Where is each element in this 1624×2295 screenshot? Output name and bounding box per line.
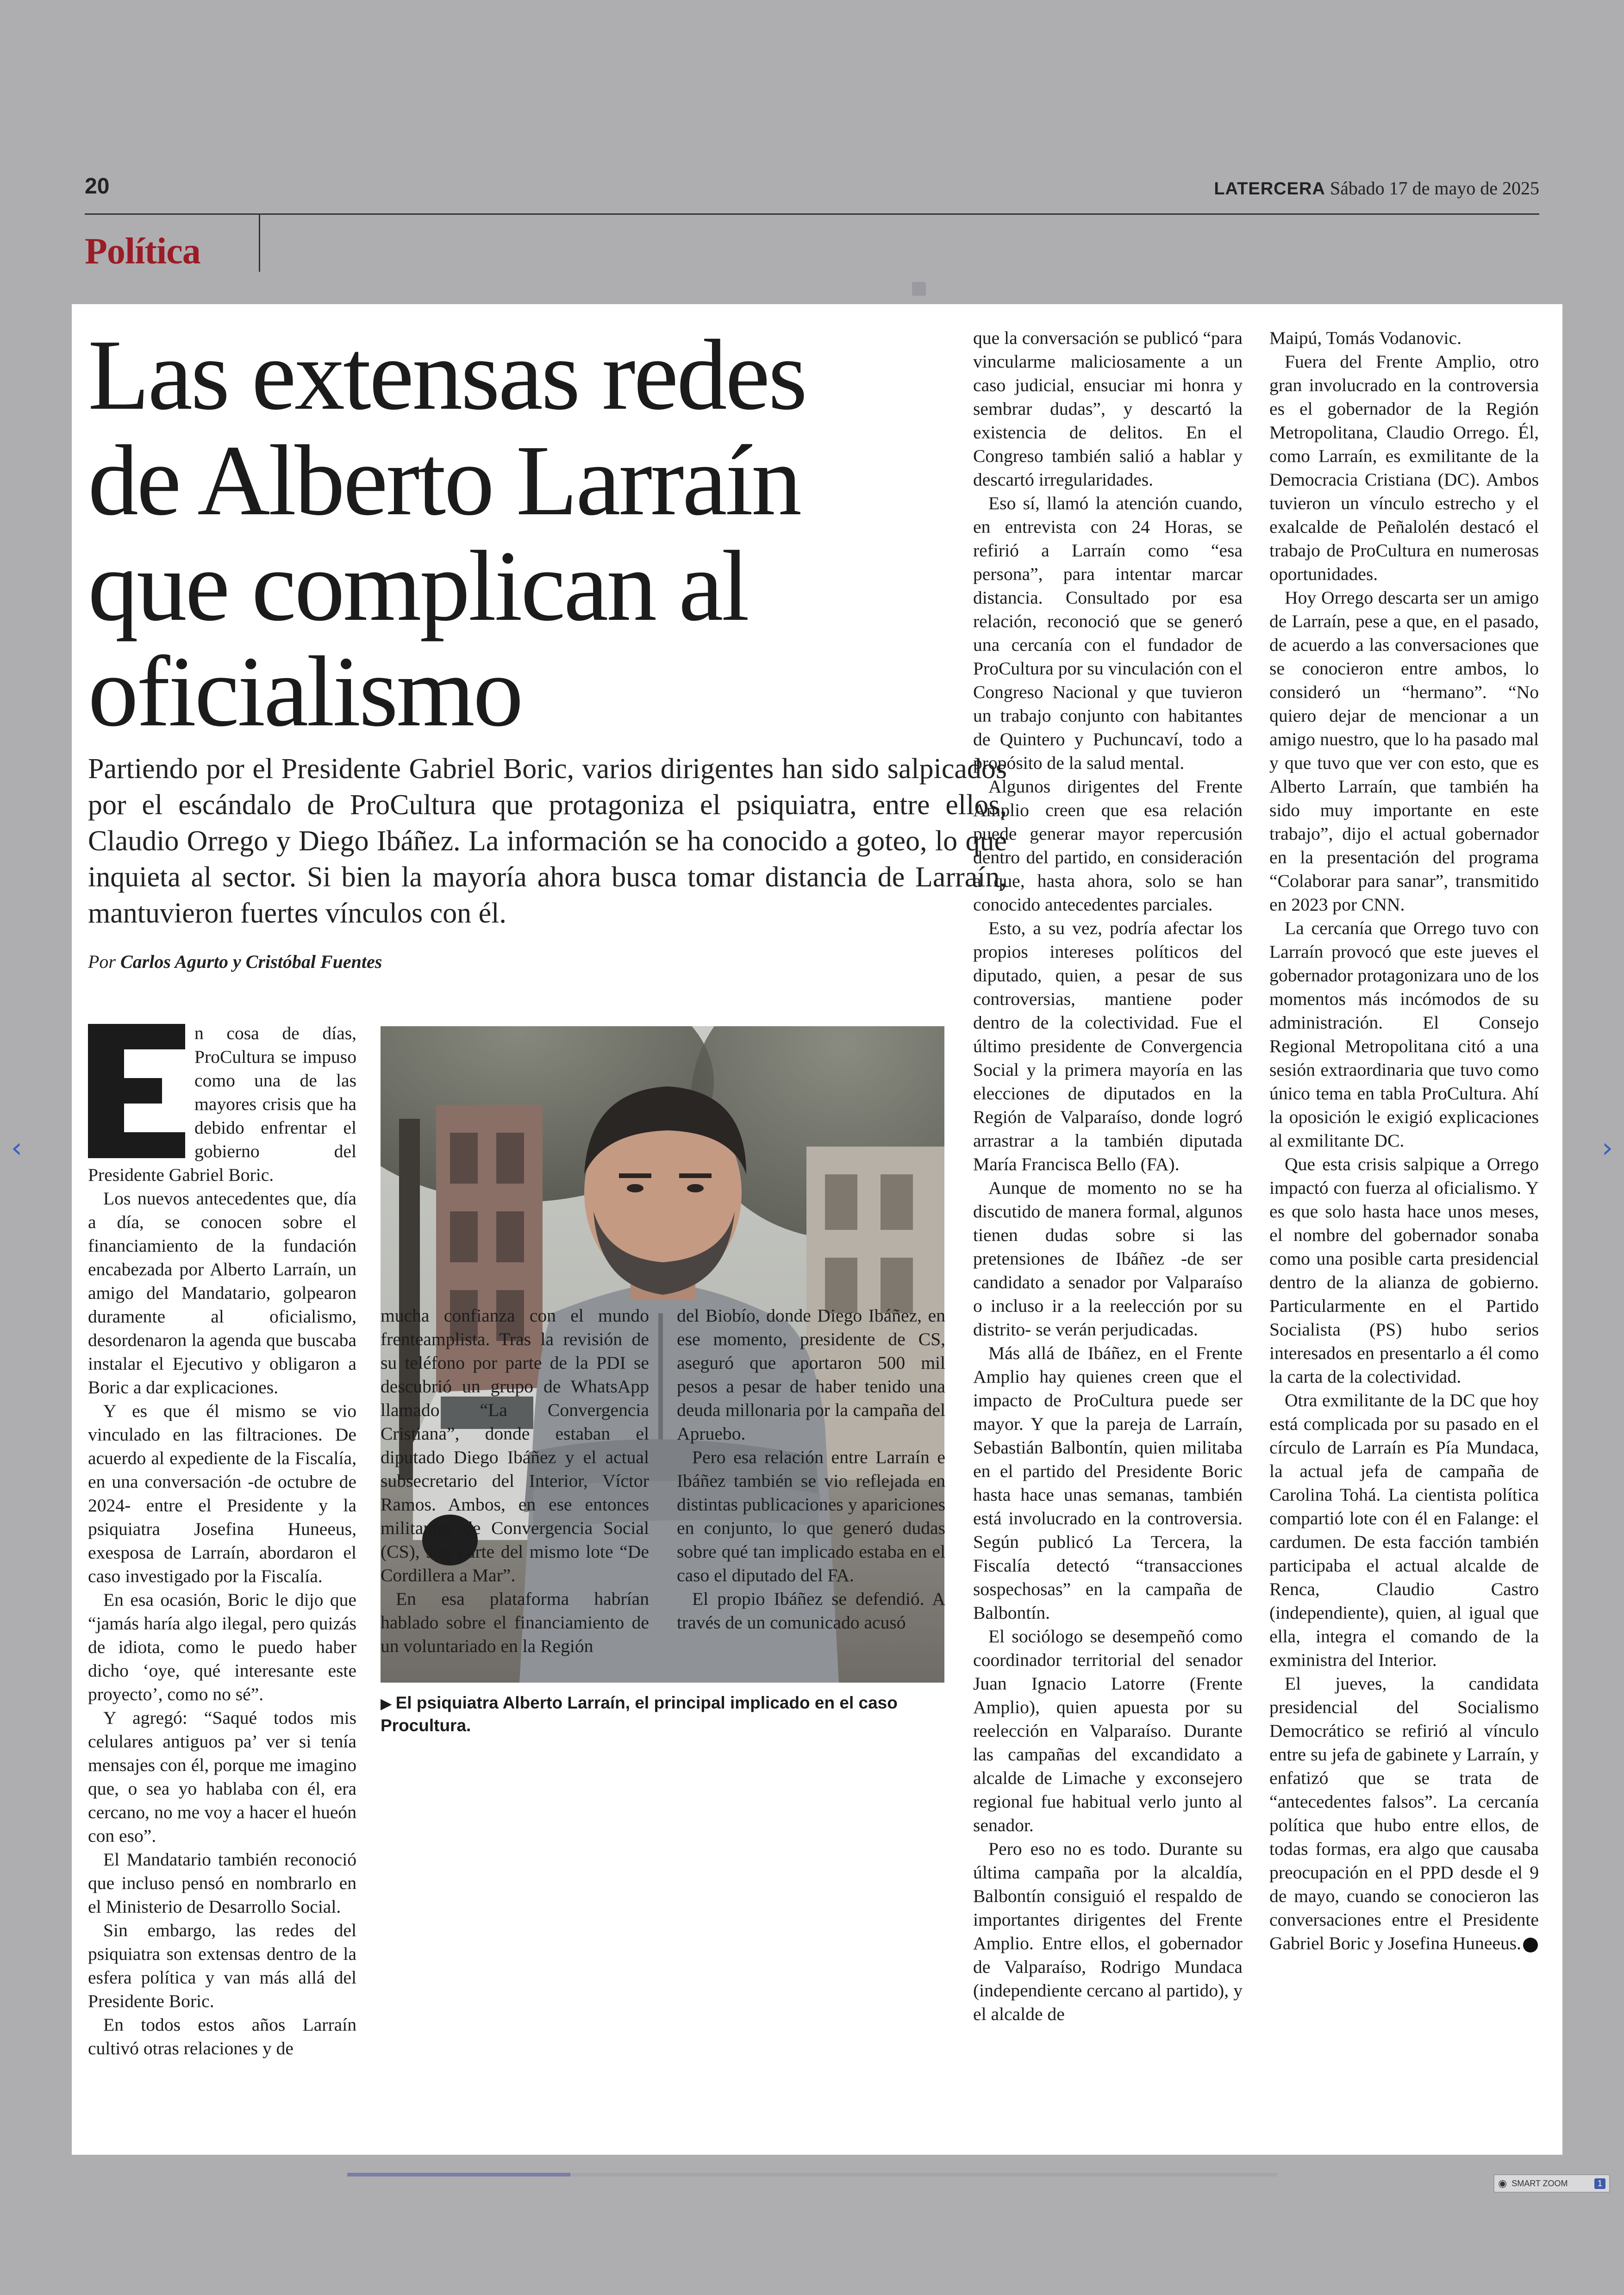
paragraph: Maipú, Tomás Vodanovic. xyxy=(1269,328,1462,348)
paragraph: n cosa de días, ProCultura se impuso como una de las mayores crisis que ha debido enfrentar el gobierno del Presidente Gabriel Boric. xyxy=(88,1023,356,1185)
article-sheet xyxy=(72,304,1562,2155)
paragraph: Que esta crisis salpique a Orrego impactó con fuerza al oficialismo. Y es que solo hasta hace unos meses, el nombre del gobernador sonaba como una posible carta presidencial dentro de la alianza de gobierno. Particularmente en el Partido Socialista (PS) hubo serios interesados en presentarlo a él como la carta de la colectividad. xyxy=(1269,1154,1539,1387)
paragraph: Aunque de momento no se ha discutido de manera formal, algunos tienen dudas sobre si las pretensiones de Ibáñez -de ser candidato a senador por Valparaíso o incluso ir a la reelección por su distrito- se verán perjudicadas. xyxy=(973,1178,1243,1340)
paragraph: Más allá de Ibáñez, en el Frente Amplio hay quienes creen que el impacto de ProCultura puede ser mayor. Y que la pareja de Larraín, Sebastián Balbontín, quien militaba en el partido del Presidente Boric hasta hace unas semanas, también está involucrado en la controversia. Según publicó La Tercera, la Fiscalía detectó “transacciones sospechosas” en la campaña de Balbontín. xyxy=(973,1343,1243,1623)
paragraph xyxy=(1269,1672,1539,1955)
caption-text: El psiquiatra Alberto Larraín, el principal implicado en el caso Procultura. xyxy=(381,1693,898,1735)
page-number: 20 xyxy=(85,174,110,199)
smart-zoom-button[interactable] xyxy=(1493,2174,1610,2193)
section-title: Política xyxy=(85,231,200,272)
newspaper-brand: LATERCERA xyxy=(1214,179,1325,199)
masthead-rule xyxy=(85,213,1539,215)
paragraph: que la conversación se publicó “para vincularme maliciosamente a un caso judicial, ensuciar mi honra y sembrar dudas”, y descartó la existencia de delitos. En el Congreso también salió a hablar y descartó irregularidades. xyxy=(973,328,1243,490)
headline-line: que complican al xyxy=(88,530,748,642)
smart-zoom-badge: 1 xyxy=(1594,2178,1605,2189)
paragraph-text: El jueves, la candidata presidencial del Socialismo Democrático se refirió al vínculo entre su jefa de gabinete y Larraín, y enfatizó que se trata de “antecedentes falsos”. La cercanía política que hubo entre ellos, de todas formas, era algo que causaba preocupación en el PPD desde el 9 de mayo, cuando se conocieron las conversaciones entre el Presidente Gabriel Boric y Josefina Huneeus. xyxy=(1269,1673,1539,1953)
paragraph: La cercanía que Orrego tuvo con Larraín provocó que este jueves el gobernador protagonizara uno de los momentos más incómodos de su administración. El Consejo Regional Metropolitana citó a una sesión extraordinaria que tuvo como único tema en tabla ProCultura. Ahí la oposición le exigió explicaciones al exmilitante DC. xyxy=(1269,918,1539,1151)
paragraph: mucha confianza con el mundo frenteamplista. Tras la revisión de su teléfono por parte de la PDI se descubrió un grupo de WhatsApp llamado “La Convergencia Cristiana”, donde estaban el diputado Diego Ibáñez y el actual subsecretario del Interior, Víctor Ramos. Ambos, en ese entonces militantes de Convergencia Social (CS), son parte del mismo lote “De Cordillera a Mar”. xyxy=(381,1305,649,1585)
headline xyxy=(88,319,1005,748)
standfirst: Partiendo por el Presidente Gabriel Boric, varios dirigentes han sido salpicados por el escándalo de ProCultura que protagoniza el psiquiatra, entre ellos, Claudio Orrego y Diego Ibáñez. La información se ha conocido a goteo, lo que inquieta al sector. Si bien la mayoría ahora busca tomar distancia de Larraín, mantuvieron fuertes vínculos con él. xyxy=(88,753,1007,929)
paragraph: Otra exmilitante de la DC que hoy está complicada por su pasado en el círculo de Larraín es Pía Mundaca, la actual jefa de campaña de Carolina Tohá. La cientista política compartió lote con él en Falange: el cardumen. De esta facción también participaba el actual alcalde de Renca, Claudio Castro (independiente), quien, al igual que ella, integra el comando de la exministra del Interior. xyxy=(1269,1390,1539,1670)
page-marker-icon[interactable] xyxy=(912,282,926,296)
headline-line: oficialismo xyxy=(88,636,522,748)
paragraph: Los nuevos antecedentes que, día a día, se conocen sobre el financiamiento de la fundación encabezada por Alberto Larraín, un amigo del Mandatario, golpearon duramente al oficialismo, desordenaron la agenda que buscaba instalar el Ejecutivo y obligaron a Boric a dar explicaciones. xyxy=(88,1188,356,1397)
paragraph: El propio Ibáñez se defendió. A través de un comunicado acusó xyxy=(677,1589,945,1633)
paragraph: Pero eso no es todo. Durante su última campaña por la alcaldía, Balbontín consiguió el respaldo de importantes dirigentes del Frente Amplio. Entre ellos, el gobernador de Valparaíso, Rodrigo Mundaca (independiente cercano al partido), y el alcalde de xyxy=(973,1839,1243,2024)
smart-zoom-label: SMART ZOOM xyxy=(1512,2178,1568,2188)
eye-icon: ◉ xyxy=(1498,2177,1507,2189)
paragraph: Y agregó: “Saqué todos mis celulares antiguos pa’ ver si tenía mensajes con él, porque me imagino que, o sea yo hablaba con él, era cercano, no me voy a hacer el hueón con eso”. xyxy=(88,1708,356,1846)
dropcap xyxy=(88,1024,185,1158)
article-column-4 xyxy=(973,326,1243,2026)
paragraph: En todos estos años Larraín cultivó otras relaciones y de xyxy=(88,2014,356,2058)
headline-line: de Alberto Larraín xyxy=(88,425,800,536)
paragraph: del Biobío, donde Diego Ibáñez, en ese momento, presidente de CS, aseguró que aportaron 500 mil pesos a pesar de haber tenido una deuda millonaria por la campaña del Apruebo. xyxy=(677,1305,945,1444)
paragraph: Fuera del Frente Amplio, otro gran involucrado en la controversia es el gobernador de la Región Metropolitana, Claudio Orrego. Él, como Larraín, es exmilitante de la Democracia Cristiana (DC). Ambos tuvieron un vínculo estrecho y el exalcalde de Peñalolén destacó el trabajo de ProCultura en numerosas oportunidades. xyxy=(1269,351,1539,584)
paragraph: Esto, a su vez, podría afectar los propios intereses políticos del diputado, quien, a pesar de sus controversias, mantiene poder dentro de la colectividad. Fue el último presidente de Convergencia Social y la primera mayoría en las elecciones de diputados en la Región de Valparaíso, donde logró arrastrar a la también diputada María Francisca Bello (FA). xyxy=(973,918,1243,1174)
article-column-5 xyxy=(1269,326,1539,1955)
paragraph: En esa ocasión, Boric le dijo que “jamás haría algo ilegal, pero quizás de idiota, como le puedo haber dicho ‘oye, qué interesante este proyecto’, como no sé”. xyxy=(88,1590,356,1704)
byline xyxy=(88,951,382,973)
masthead xyxy=(1214,177,1539,199)
paragraph: Pero esa relación entre Larraín e Ibáñez también se vio reflejada en distintas publicaciones y apariciones en conjunto, lo que generó dudas sobre qué tan implicado estaba en el caso el diputado del FA. xyxy=(677,1447,945,1585)
paragraph: Hoy Orrego descarta ser un amigo de Larraín, pese a que, en el pasado, de acuerdo a las conversaciones que se conocieron entre ambos, lo consideró un “hermano”. “No quiero dejar de mencionar a un amigo nuestro, que lo ha pasado mal y que tuvo que ver con esto, que es Alberto Larraín, que también ha sido muy importante en este trabajo”, dijo el actual gobernador en la presentación del programa “Colaborar para sanar”, transmitido en 2023 por CNN. xyxy=(1269,587,1539,915)
issue-date: Sábado 17 de mayo de 2025 xyxy=(1330,178,1539,199)
article-column-1 xyxy=(88,1022,356,2060)
paragraph: Algunos dirigentes del Frente Amplio creen que esa relación puede generar mayor repercusión dentro del partido, en consideración a que, hasta ahora, solo se han conocido antecedentes parciales. xyxy=(973,776,1243,915)
dropcap-shape xyxy=(88,1024,185,1158)
reading-progress-bar[interactable] xyxy=(347,2173,1277,2177)
previous-page-button[interactable]: ‹ xyxy=(11,1132,22,1164)
headline-line: Las extensas redes xyxy=(88,319,806,431)
paragraph: En esa plataforma habrían hablado sobre el financiamiento de un voluntariado en la Región xyxy=(381,1589,649,1656)
paragraph: Sin embargo, las redes del psiquiatra son extensas dentro de la esfera política y van más allá del Presidente Boric. xyxy=(88,1920,356,2011)
paragraph: Y es que él mismo se vio vinculado en las filtraciones. De acuerdo al expediente de la Fiscalía, en una conversación -de octubre de 2024- entre el Presidente y la psiquiatra Josefina Huneeus, exesposa de Larraín, abordaron el caso investigado por la Fiscalía. xyxy=(88,1401,356,1586)
byline-authors: Carlos Agurto y Cristóbal Fuentes xyxy=(120,951,382,972)
article-column-2 xyxy=(381,1304,649,1658)
article-column-3 xyxy=(677,1304,945,1634)
next-page-button[interactable]: › xyxy=(1602,1132,1613,1164)
paragraph: Eso sí, llamó la atención cuando, en entrevista con 24 Horas, se refirió a Larraín como “esa persona”, para intentar marcar distancia. Consultado por esa relación, reconoció que se generó una cercanía con el fundador de ProCultura por su vinculación con el Congreso Nacional y que tuvieron un trabajo conjunto con habitantes de Quintero y Puchuncaví, todo a propósito de la salud mental. xyxy=(973,493,1243,773)
paragraph: El sociólogo se desempeñó como coordinador territorial del senador Juan Ignacio Latorre (Frente Amplio), quien apuesta por su reelección en Valparaíso. Durante las campañas del excandidato a alcalde de Limache y exconsejero regional fue habitual verlo junto al senador. xyxy=(973,1626,1243,1835)
end-of-article-icon xyxy=(1523,1938,1538,1952)
byline-prefix: Por xyxy=(88,951,116,972)
reading-progress-fill xyxy=(347,2173,570,2177)
caption-marker-icon: ▶ xyxy=(381,1695,392,1712)
photo-caption xyxy=(381,1692,950,1737)
paragraph: El Mandatario también reconoció que incluso pensó en nombrarlo en el Ministerio de Desarrollo Social. xyxy=(88,1849,356,1917)
section-divider xyxy=(259,214,260,272)
